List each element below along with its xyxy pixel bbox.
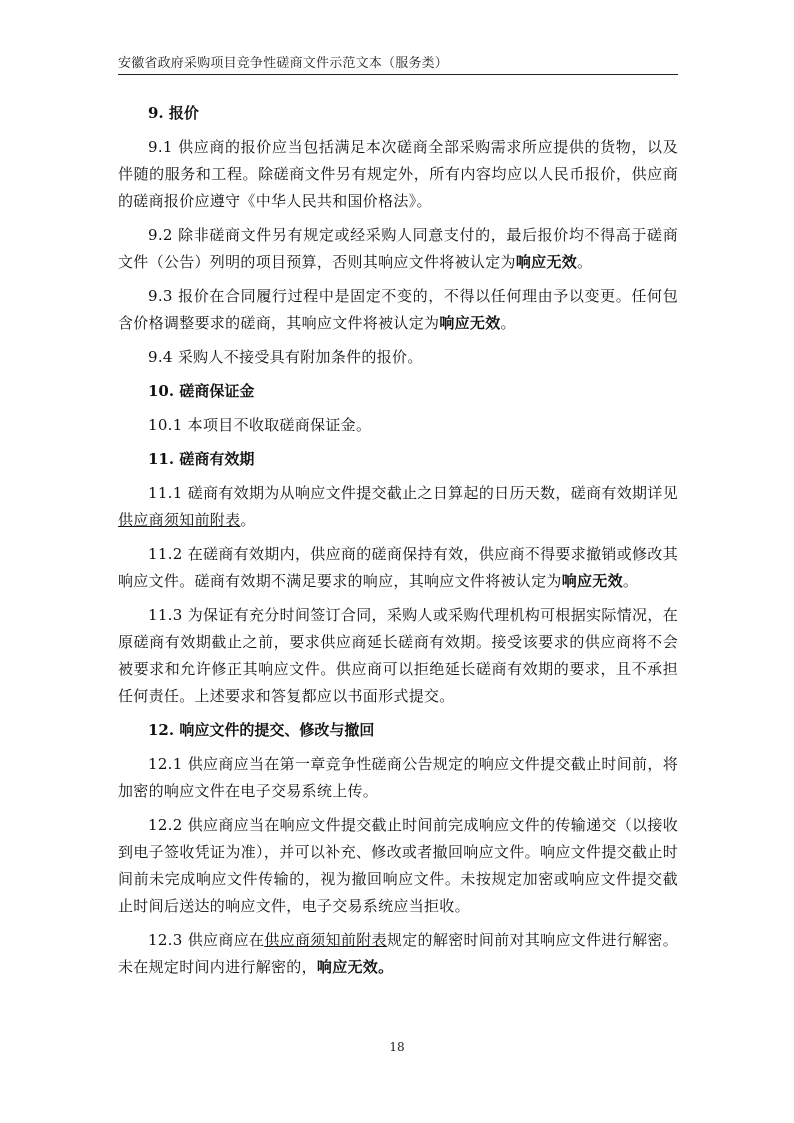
reference-link[interactable]: 供应商须知前附表: [264, 931, 387, 949]
clause-12-1: 12.1 供应商应当在第一章竞争性磋商公告规定的响应文件提交截止时间前，将加密的响应文件在电子交易系统上传。: [118, 755, 678, 800]
document-body: [118, 100, 678, 988]
clause-12-3: 12.3 供应商应在供应商须知前附表规定的解密时间前对其响应文件进行解密。未在规定时间内进行解密的，响应无效。: [118, 931, 679, 976]
header-divider: [118, 74, 678, 75]
reference-link[interactable]: 供应商须知前附表: [118, 511, 241, 529]
clause-11-3: 11.3 为保证有充分时间签订合同，采购人或采购代理机构可根据实际情况，在原磋商有效期截止之前，要求供应商延长磋商有效期。接受该要求的供应商将不会被要求和允许修正其响应文件。供应商可以拒绝延长磋商有效期的要求，且不承担任何责任。上述要求和答复都应以书面形式提交。: [118, 606, 678, 705]
section-heading-9: 9. 报价: [148, 104, 199, 122]
running-header: 安徽省政府采购项目竞争性磋商文件示范文本（服务类）: [118, 56, 449, 71]
clause-12-2: 12.2 供应商应当在响应文件提交截止时间前完成响应文件的传输递交（以接收到电子签收凭证为准），并可以补充、修改或者撤回响应文件。响应文件提交截止时间前未完成响应文件传输的，视为撤回响应文件。未按规定加密或响应文件提交截止时间后送达的响应文件，电子交易系统应当拒收。: [118, 816, 678, 915]
bold-invalid-text: 响应无效: [515, 253, 578, 271]
clause-10-1: 10.1 本项目不收取磋商保证金。: [148, 416, 372, 434]
clause-9-4: 9.4 采购人不接受具有附加条件的报价。: [148, 348, 423, 366]
section-heading-12: 12. 响应文件的提交、修改与撤回: [148, 721, 375, 739]
clause-9-1: 9.1 供应商的报价应当包括满足本次磋商全部采购需求所应提供的货物，以及伴随的服务和工程。除磋商文件另有规定外，所有内容均应以人民币报价，供应商的磋商报价应遵守《中华人民共和国价格法》。: [118, 138, 678, 210]
bold-invalid-text: 响应无效。: [316, 958, 394, 976]
clause-9-3: 9.3 报价在合同履行过程中是固定不变的，不得以任何理由予以变更。任何包含价格调整要求的磋商，其响应文件将被认定为响应无效。: [118, 287, 678, 332]
section-heading-10: 10. 磋商保证金: [148, 382, 255, 400]
section-heading-11: 11. 磋商有效期: [148, 450, 255, 468]
bold-invalid-text: 响应无效: [439, 314, 501, 332]
clause-11-1: 11.1 磋商有效期为从响应文件提交截止之日算起的日历天数，磋商有效期详见供应商须知前附表。: [118, 484, 678, 529]
clause-11-2: 11.2 在磋商有效期内，供应商的磋商保持有效，供应商不得要求撤销或修改其响应文件。磋商有效期不满足要求的响应，其响应文件将被认定为响应无效。: [118, 545, 678, 590]
clause-9-2: 9.2 除非磋商文件另有规定或经采购人同意支付的，最后报价均不得高于磋商文件（公告）列明的项目预算，否则其响应文件将被认定为响应无效。: [118, 226, 678, 271]
bold-invalid-text: 响应无效: [561, 572, 623, 590]
page-number: 18: [389, 1040, 405, 1054]
